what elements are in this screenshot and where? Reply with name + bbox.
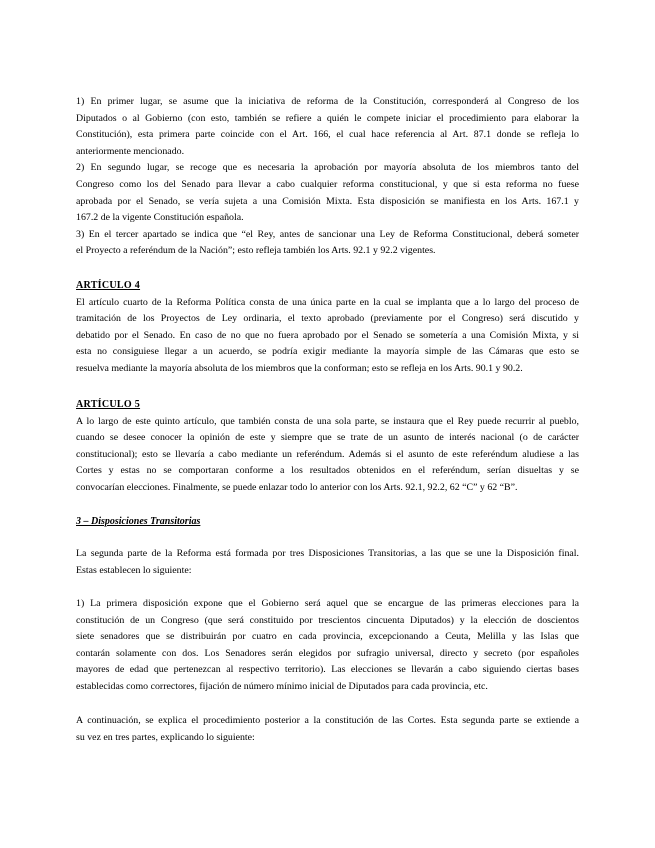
text-line: aprobada por el Senado, se vería sujeta a una Comisión Mixta. Esta disposición se manifiesta en los Arts. 167.1 y [76, 195, 579, 207]
text-line: resuelva mediante la mayoría absoluta de los miembros que la conforman; esto se refleja en los Arts. 90.1 y 90.2. [76, 362, 523, 374]
text-line: constitución de un Congreso (que será constituido por trescientos cincuenta Diputados) y la elección de doscientos [76, 614, 579, 626]
text-line: el Proyecto a referéndum de la Nación”; esto refleja también los Arts. 92.1 y 92.2 vigentes. [76, 245, 436, 257]
text-line: Cortes y estas no se comportaran conforme a los resultados obtenidos en el referéndum, serían disueltas y se [76, 465, 579, 477]
paragraph-primera-disposicion [76, 596, 579, 696]
text-line: convocarían elecciones. Finalmente, se puede enlazar todo lo anterior con los Arts. 92.1, 92.2, 62 “C” y 62 “B”. [76, 481, 518, 493]
text-line: establecidas como correctores, fijación de número mínimo inicial de Diputados para cada provincia, etc. [76, 680, 488, 692]
text-line: Congreso como los del Senado para llevar a cabo cualquier reforma constitucional, y que si esta reforma no fuese [76, 178, 579, 190]
article-heading: ARTÍCULO 4 [76, 280, 141, 291]
text-line: Diputados o al Gobierno (con esto, también se refiere a quién le compete iniciar el procedimiento para elaborar la [76, 112, 579, 124]
text-line: Estas establecen lo siguiente: [76, 564, 192, 576]
text-line: tramitación de los Proyectos de Ley ordinaria, el texto aprobado (previamente por el Congreso) será discutido y [76, 313, 579, 325]
section-articulo-5 [76, 397, 579, 497]
text-line: contarán solamente con dos. Los Senadores serán elegidos por sufragio universal, directo y secreto (por españoles [76, 647, 579, 659]
section-disposiciones-transitorias [76, 514, 579, 531]
text-line: debatido por el Senado. En caso de no que no fuera aprobado por el Senado se sometería a una Comisión Mixta, y si [76, 329, 579, 341]
paragraph-segunda-parte [76, 546, 579, 579]
text-line: El artículo cuarto de la Reforma Política consta de una única parte en la cual se implanta que a lo largo del proceso de [76, 296, 579, 308]
text-line: siete senadores que se distribuirán por cuatro en cada provincia, excepcionando a Ceuta, Melilla y las Islas que [76, 631, 579, 643]
paragraph-continuacion [76, 713, 579, 746]
article-heading: ARTÍCULO 5 [76, 399, 141, 410]
text-line: mayores de edad que pertenezcan al respectivo territorio). Las elecciones se llevarán a cabo siguiendo ciertas bases [76, 664, 579, 676]
text-line: 2) En segundo lugar, se recoge que es necesaria la aprobación por mayoría absoluta de los miembros tanto del [76, 162, 579, 174]
text-line: La segunda parte de la Reforma está formada por tres Disposiciones Transitorias, a las que se une la Disposición final. [76, 548, 579, 559]
text-line: 167.2 de la vigente Constitución española. [76, 212, 244, 224]
text-line: 1) La primera disposición expone que el Gobierno será aquel que se encargue de las primeras elecciones para la [76, 598, 579, 609]
text-line: su vez en tres partes, explicando lo siguiente: [76, 731, 255, 743]
text-line: anteriormente mencionado. [76, 145, 185, 157]
text-line: 3) En el tercer apartado se indica que “el Rey, antes de sancionar una Ley de Reforma Constitucional, deberá someter [76, 228, 579, 240]
text-line: cuando se desee conocer la opinión de este y siempre que se trate de un asunto de interés nacional (o de carácter [76, 432, 579, 444]
text-line: constitucional); esto se llevaría a cabo mediante un referéndum. Además si el asunto de este referéndum aludiese a las [76, 448, 579, 460]
text-line: 1) En primer lugar, se asume que la iniciativa de reforma de la Constitución, corresponderá al Congreso de los [76, 96, 579, 107]
section-articulo-4 [76, 278, 579, 378]
text-line: esta no consiguiese llegar a un acuerdo, se podría exigir mediante la mayoría simple de las Cámaras que esto se [76, 346, 579, 358]
paragraph-reform-initiative [76, 94, 579, 260]
text-line: A lo largo de este quinto artículo, que también consta de una sola parte, se instaura que el Rey puede recurrir al pueblo, [76, 415, 579, 427]
text-line: A continuación, se explica el procedimiento posterior a la constitución de las Cortes. Esta segunda parte se extiende a [76, 715, 579, 726]
section-heading: 3 – Disposiciones Transitorias [76, 516, 201, 527]
text-line: Constitución), esta primera parte coincide con el Art. 166, el cual hace referencia al Art. 87.1 donde se refleja lo [76, 129, 579, 141]
